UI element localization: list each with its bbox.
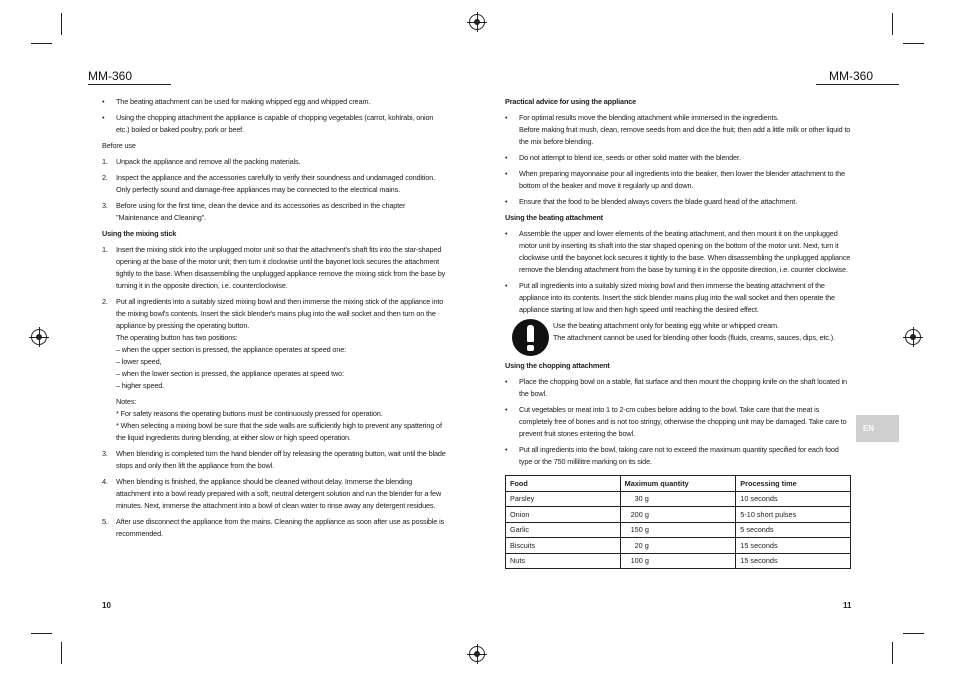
left-column	[102, 96, 448, 544]
note-text: * When selecting a mixing bowl be sure that the side walls are sufficiently high to prevent any spattering of the liquid ingredients during blending, at either slow or high speed operation.	[116, 421, 442, 442]
table-cell: 15 seconds	[736, 538, 851, 554]
language-tab: EN	[856, 415, 899, 442]
table-row	[506, 553, 851, 569]
table-row	[506, 522, 851, 538]
table-cell: Onion	[506, 507, 621, 523]
exclamation-warning-icon	[512, 319, 549, 356]
list-item	[505, 280, 852, 316]
table-row	[506, 538, 851, 554]
list-item-subline: – higher speed.	[116, 381, 165, 390]
warning-text	[553, 320, 853, 344]
list-item-text: Put all ingredients into a suitably sized mixing bowl and then immerse the beating attachment of the appliance into its contents. Insert the stick blender mains plug into the wall socket and then operate the appliance starting at low and then high speed until reaching the desired effect.	[519, 281, 835, 314]
list-item	[102, 244, 448, 292]
list-item-text: Before using for the first time, clean the device and its accessories as described in the chapter "Maintenance and Cleaning".	[116, 201, 406, 222]
list-item-text: Cut vegetables or meat into 1 to 2-cm cubes before adding to the bowl. Take care that the meat is completely free of bones and is not too stringy, otherwise the chopping unit may be damaged. Take care to prevent fruit stones entering the bowl.	[519, 405, 847, 438]
table-cell: Parsley	[506, 491, 621, 507]
section-heading-mixing: Using the mixing stick	[102, 229, 177, 238]
list-item	[505, 168, 852, 192]
list-number: 4.	[102, 477, 108, 486]
model-label-right: MM-360	[829, 69, 874, 83]
list-number: 2.	[102, 297, 108, 306]
bullet: •	[505, 445, 508, 454]
table-cell: 30 g	[620, 491, 736, 507]
list-item	[505, 444, 852, 468]
column-header: Processing time	[736, 476, 851, 492]
table-cell: Biscuits	[506, 538, 621, 554]
list-number: 1.	[102, 245, 108, 254]
column-header: Food	[506, 476, 621, 492]
list-item-text: Insert the mixing stick into the unplugged motor unit so that the attachment's shaft fits into the star-shaped opening at the base of the motor unit; then turn it clockwise until the bayonet lock secures the attachment tightly to the base. When disassembling the unplugged appliance remove the mixing stick from the base by turning it in the opposite direction, i.e. counterclockwise.	[116, 245, 446, 290]
registration-mark-icon	[469, 14, 485, 30]
warning-line: The attachment cannot be used for blending other foods (fluids, creams, sauces, dips, etc.).	[553, 333, 835, 342]
list-item	[102, 448, 448, 472]
food-table	[505, 475, 851, 569]
bullet: •	[505, 153, 508, 162]
registration-mark-icon	[469, 646, 485, 662]
table-cell: 5 seconds	[736, 522, 851, 538]
list-item	[505, 228, 852, 276]
table-cell: Nuts	[506, 553, 621, 569]
list-item-subline: – when the lower section is pressed, the appliance operates at speed two:	[116, 369, 344, 378]
list-item-text: Place the chopping bowl on a stable, flat surface and then mount the chopping knife on the shaft located in the bowl.	[519, 377, 847, 398]
table-row	[506, 507, 851, 523]
list-item-text: After use disconnect the appliance from the mains. Cleaning the appliance as soon after use as possible is recommended.	[116, 517, 445, 538]
list-number: 3.	[102, 201, 108, 210]
list-item	[505, 152, 852, 164]
table-cell: 15 seconds	[736, 553, 851, 569]
warning-box	[505, 320, 852, 358]
crop-mark	[903, 43, 924, 44]
section-heading-practical: Practical advice for using the appliance	[505, 97, 637, 106]
list-item	[505, 404, 852, 440]
list-item-subline: – when the upper section is pressed, the appliance operates at speed one:	[116, 345, 347, 354]
section-heading-chopping: Using the chopping attachment	[505, 361, 610, 370]
list-item-text: Ensure that the food to be blended always covers the blade guard head of the attachment.	[519, 197, 798, 206]
list-item-text: Do not attempt to blend ice, seeds or other solid matter with the blender.	[519, 153, 741, 162]
table-cell: 150 g	[620, 522, 736, 538]
list-item-text: The beating attachment can be used for making whipped egg and whipped cream.	[116, 97, 371, 106]
list-item-text: Inspect the appliance and the accessories carefully to verify their soundness and undamaged condition. Only perfectly sound and damage-free appliances may be connected to the electrical mains.	[116, 173, 435, 194]
registration-mark-icon	[31, 329, 47, 345]
crop-mark	[892, 13, 893, 35]
table-cell: 5-10 short pulses	[736, 507, 851, 523]
list-item	[102, 156, 448, 168]
crop-mark	[31, 43, 52, 44]
list-item-subline: The operating button has two positions:	[116, 333, 238, 342]
list-item-subline: – lower speed,	[116, 357, 162, 366]
page-number-left: 10	[102, 601, 111, 610]
note-text: * For safety reasons the operating buttons must be continuously pressed for operation.	[116, 409, 383, 418]
list-number: 1.	[102, 157, 108, 166]
food-table-wrapper	[505, 475, 851, 569]
list-item-text: Using the chopping attachment the appliance is capable of chopping vegetables (carrot, kohlrabi, onion etc.) boiled or baked poultry, pork or beef.	[116, 113, 434, 134]
table-cell: 10 seconds	[736, 491, 851, 507]
list-item	[505, 196, 852, 208]
column-header: Maximum quantity	[620, 476, 736, 492]
bullet: •	[505, 281, 508, 290]
list-number: 3.	[102, 449, 108, 458]
section-heading-before-use: Before use	[102, 141, 136, 150]
crop-mark	[892, 642, 893, 664]
warning-line: Use the beating attachment only for beating egg white or whipped cream.	[553, 321, 779, 330]
list-item	[102, 296, 448, 444]
divider	[88, 84, 171, 85]
bullet: •	[505, 113, 508, 122]
list-item	[102, 516, 448, 540]
list-number: 2.	[102, 173, 108, 182]
list-item	[102, 476, 448, 512]
bullet: •	[505, 197, 508, 206]
bullet: •	[505, 229, 508, 238]
list-item-text: For optimal results move the blending attachment while immersed in the ingredients.	[519, 113, 779, 122]
list-item-text: Put all ingredients into the bowl, taking care not to exceed the maximum quantity specified for each food type or the 750 millilitre marking on its side.	[519, 445, 839, 466]
list-item-text: Put all ingredients into a suitably sized mixing bowl and then immerse the mixing stick of the appliance into the mixing bowl's contents. Insert the stick blender's mains plug into the wall socket and then turn on the appliance by pressing the operating button.	[116, 297, 444, 330]
list-item-text: When blending is finished, the appliance should be cleaned without delay. Immerse the blending attachment into a bowl ready prepared with a soft, neutral detergent solution and run the blender for a few minutes. Next, immerse the attachment into a bowl of clean water to rinse away any detergent residues.	[116, 477, 442, 510]
page-number-right: 11	[843, 601, 852, 610]
table-cell: 100 g	[620, 553, 736, 569]
bullet: •	[102, 113, 105, 122]
list-item-text: Assemble the upper and lower elements of the beating attachment, and then mount it on the unplugged motor unit by inserting its shaft into the star shaped opening on the bottom of the motor unit. Next, turn it clockwise until the bayonet lock secures it tightly to the base. When disassembling the unplugged appliance remove the blending attachment from the base by turning it in the opposite direction, i.e. counter clockwise.	[519, 229, 851, 274]
registration-mark-icon	[905, 329, 921, 345]
list-item	[505, 112, 852, 148]
section-heading-beating: Using the beating attachment	[505, 213, 603, 222]
list-item-text: When preparing mayonnaise pour all ingredients into the beaker, then lower the blender attachment to the bottom of the beaker and move it regularly up and down.	[519, 169, 845, 190]
crop-mark	[61, 13, 62, 35]
list-item	[102, 200, 448, 224]
crop-mark	[61, 642, 62, 664]
list-item	[102, 172, 448, 196]
right-column	[505, 96, 852, 472]
bullet: •	[102, 97, 105, 106]
list-item	[102, 96, 448, 108]
table-header-row	[506, 476, 851, 492]
bullet: •	[505, 169, 508, 178]
bullet: •	[505, 377, 508, 386]
list-number: 5.	[102, 517, 108, 526]
model-label-left: MM-360	[88, 69, 133, 83]
notes-title: Notes:	[116, 397, 137, 406]
table-cell: Garlic	[506, 522, 621, 538]
crop-mark	[31, 633, 52, 634]
table-row	[506, 491, 851, 507]
table-cell: 200 g	[620, 507, 736, 523]
list-item-text: When blending is completed turn the hand blender off by releasing the operating button, wait until the blade stops and only then lift the appliance from the bowl.	[116, 449, 446, 470]
list-item-subline: Before making fruit mush, clean, remove seeds from and dice the fruit; then add a little milk or other liquid to the mix before blending.	[519, 125, 851, 146]
crop-mark	[903, 633, 924, 634]
table-cell: 20 g	[620, 538, 736, 554]
list-item	[505, 376, 852, 400]
divider	[816, 84, 899, 85]
list-item-text: Unpack the appliance and remove all the packing materials.	[116, 157, 301, 166]
list-item	[102, 112, 448, 136]
bullet: •	[505, 405, 508, 414]
